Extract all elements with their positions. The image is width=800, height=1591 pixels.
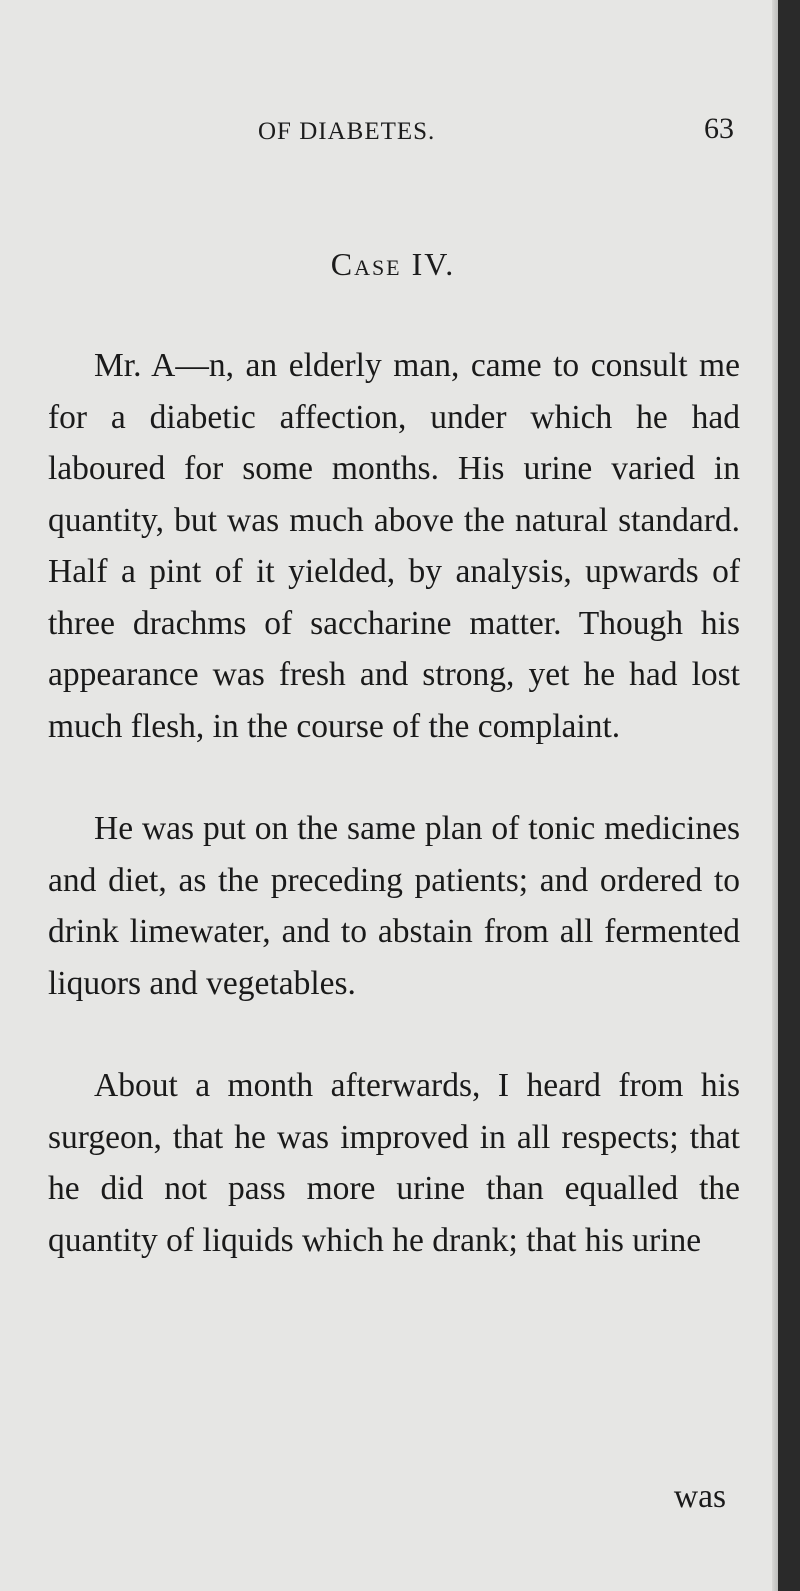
body-text <box>48 340 740 1266</box>
page-edge <box>778 0 800 1591</box>
paragraph-3: About a month afterwards, I heard from his surgeon, that he was improved in all respects; that he did not pass more urine than equalled the quantity of liquids which he drank; that his urine <box>48 1067 740 1259</box>
case-heading: Case IV. <box>330 246 456 282</box>
paragraph-1: Mr. A—n, an elderly man, came to consult me for a diabetic affection, under which he had laboured for some months. His urine varied in quantity, but was much above the natural standard. Half a pint of it yielded, by analysis, upwards of three drachms of saccharine matter. Though his appearance was fresh and strong, yet he had lost much flesh, in the course of the complaint. <box>48 347 740 745</box>
page-number: 63 <box>704 112 734 145</box>
page-header <box>48 112 738 152</box>
running-head: OF DIABETES. <box>258 118 436 145</box>
catchword: was <box>673 1478 726 1515</box>
paragraph-2: He was put on the same plan of tonic medicines and diet, as the preceding patients; and ordered to drink limewater, and to abstain from all fermented liquors and vegetables. <box>48 810 740 1002</box>
